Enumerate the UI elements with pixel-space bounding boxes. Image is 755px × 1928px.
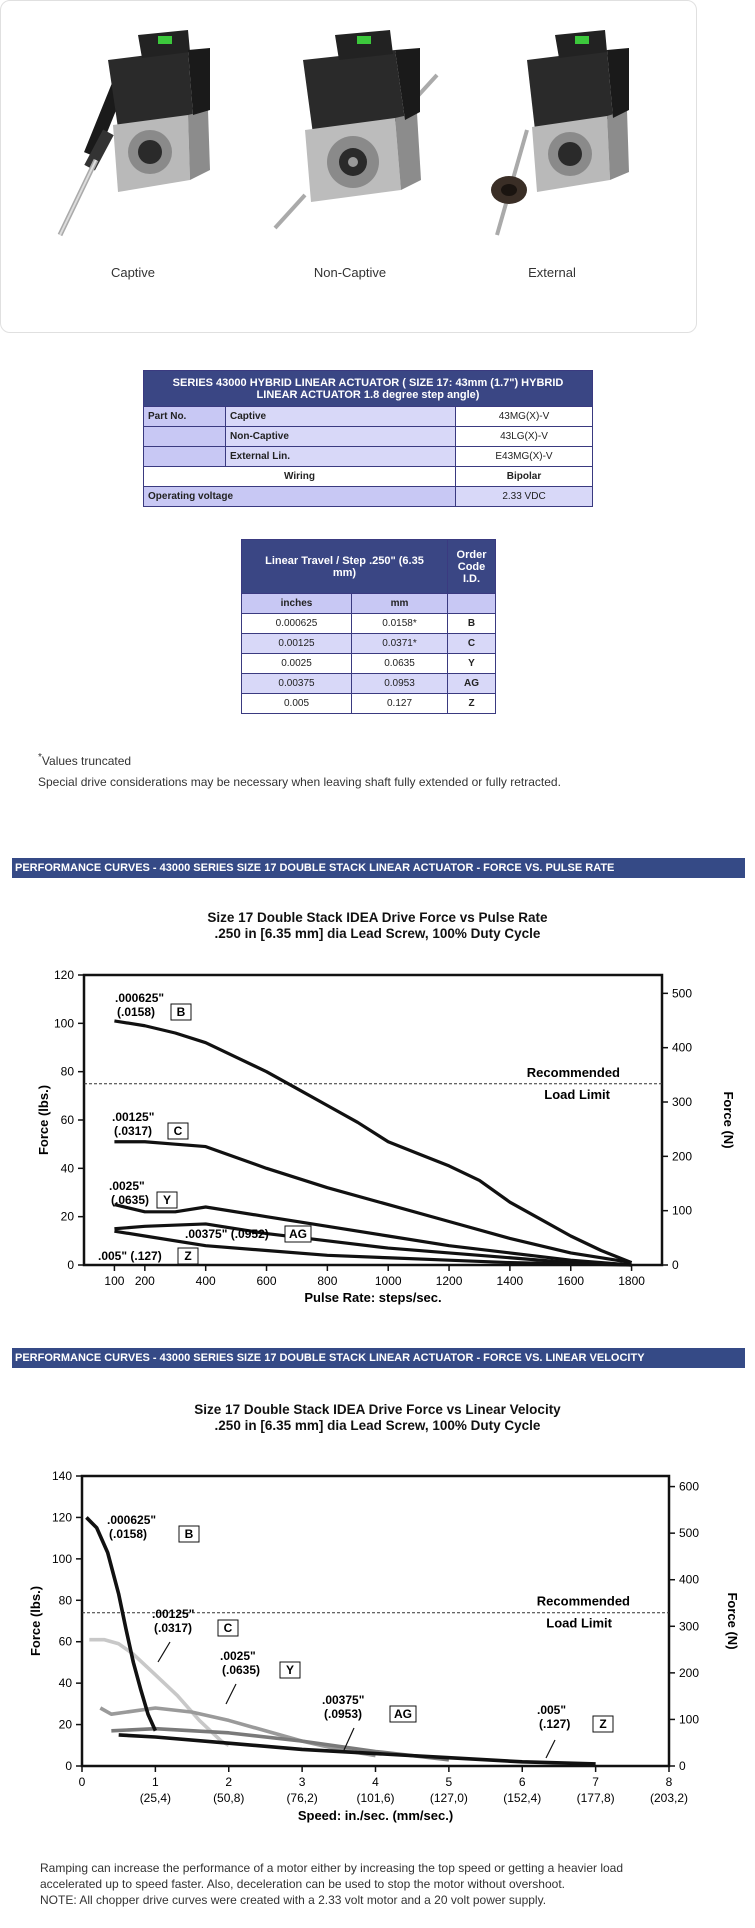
- footer-line-3: NOTE: All chopper drive curves were created with a 2.33 volt motor and a 20 volt power supply.: [40, 1893, 547, 1907]
- wiring-value: Bipolar: [456, 467, 593, 487]
- series-AG-label-mm: (.0953): [324, 1707, 363, 1721]
- x-tick-label: 1400: [496, 1274, 524, 1288]
- x-axis-label: Pulse Rate: steps/sec.: [304, 1290, 442, 1305]
- spec-type-external: External Lin.: [226, 447, 456, 467]
- series-B-label: .000625": [115, 991, 165, 1005]
- travel-mm: 0.0953: [352, 674, 448, 694]
- y-tick-label: 40: [58, 1676, 72, 1691]
- series-line-B: [86, 1517, 155, 1730]
- note-truncated-text: Values truncated: [41, 754, 132, 768]
- col-inches: inches: [242, 594, 352, 614]
- x-tick-label: 7: [592, 1775, 599, 1789]
- travel-mm: 0.0158*: [352, 614, 448, 634]
- spec-part-non-captive: 43LG(X)-V: [456, 427, 593, 447]
- x-tick-label-mm: (101,6): [356, 1791, 395, 1805]
- series-Y-label: .0025": [220, 1649, 256, 1663]
- chart-force-vs-pulse-rate: [0, 960, 755, 1320]
- travel-inches: 0.00375: [242, 674, 352, 694]
- y2-tick-label: 200: [679, 1665, 700, 1680]
- x-tick-label: 4: [372, 1775, 379, 1789]
- y2-axis-label: Force (N): [721, 1091, 736, 1149]
- chart1-title: Size 17 Double Stack IDEA Drive Force vs Pulse Rate: [207, 910, 548, 925]
- y-tick-label: 80: [60, 1064, 74, 1079]
- x-tick-label: 2: [225, 1775, 233, 1789]
- series-Y-label-mm: (.0635): [111, 1193, 150, 1207]
- product-card: [0, 0, 697, 333]
- series-C-label-mm: (.0317): [154, 1621, 193, 1635]
- y2-tick-label: 100: [672, 1203, 693, 1218]
- y2-tick-label: 300: [679, 1619, 700, 1634]
- chart2-subtitle: .250 in [6.35 mm] dia Lead Screw, 100% Duty Cycle: [214, 1418, 541, 1433]
- series-AG-label: .00375": [322, 1693, 365, 1707]
- spec-part-captive: 43MG(X)-V: [456, 407, 593, 427]
- spec-type-captive: Captive: [226, 407, 456, 427]
- y-tick-label: 140: [51, 1469, 72, 1483]
- footer-line-2: accelerated up to speed faster. Also, deceleration can be used to stop the motor without overshoot.: [40, 1877, 565, 1891]
- series-Z-code: Z: [599, 1717, 607, 1731]
- note-special: Special drive considerations may be necessary when leaving shaft fully extended or fully retracted.: [38, 775, 561, 789]
- series-Z-code: Z: [184, 1249, 192, 1263]
- travel-inches: 0.00125: [242, 634, 352, 654]
- y2-tick-label: 0: [679, 1759, 686, 1773]
- y-axis-label: Force (lbs.): [28, 1585, 43, 1657]
- series-B-label-mm: (.0158): [109, 1527, 148, 1541]
- load-limit-label-1: Recommended: [536, 1593, 630, 1609]
- product-label-external: External: [528, 265, 576, 280]
- pointer-C: [158, 1642, 170, 1662]
- series-AG-code: AG: [394, 1707, 412, 1721]
- table-row: [242, 674, 496, 694]
- x-tick-label: 5: [445, 1775, 453, 1789]
- y-tick-label: 100: [53, 1016, 74, 1031]
- series-Y-code: Y: [162, 1193, 172, 1207]
- y2-tick-label: 500: [679, 1526, 700, 1541]
- y-tick-label: 120: [51, 1510, 72, 1525]
- x-tick-label: 1000: [374, 1274, 402, 1288]
- order-code-header: Order Code I.D.: [448, 540, 496, 594]
- x-axis-label: Speed: in./sec. (mm/sec.): [297, 1808, 454, 1823]
- spec-part-external: E43MG(X)-V: [456, 447, 593, 467]
- table-row: [242, 694, 496, 714]
- series-Y-label-mm: (.0635): [222, 1663, 261, 1677]
- travel-mm: 0.127: [352, 694, 448, 714]
- table-row: [242, 654, 496, 674]
- series-C-code: C: [173, 1124, 183, 1138]
- table-row: [242, 614, 496, 634]
- pointer-Z: [546, 1740, 555, 1758]
- x-tick-label-mm: (177,8): [576, 1791, 615, 1805]
- y-tick-label: 20: [60, 1209, 74, 1224]
- load-limit-label-1: Recommended: [526, 1064, 620, 1080]
- series-B-code: B: [184, 1527, 194, 1541]
- x-tick-label: 8: [665, 1775, 673, 1789]
- y2-tick-label: 500: [672, 986, 693, 1001]
- part-no-label: Part No.: [144, 407, 226, 427]
- spec-table-title: SERIES 43000 HYBRID LINEAR ACTUATOR ( SIZE 17: 43mm (1.7") HYBRID LINEAR ACTUATOR 1.8 degree step angle): [144, 371, 593, 407]
- asterisk: *: [38, 752, 42, 763]
- x-tick-label: 200: [134, 1274, 155, 1288]
- series-Z-label-mm: (.127): [539, 1717, 571, 1731]
- x-tick-label-mm: (203,2): [649, 1791, 689, 1805]
- non-captive-actuator-image: [255, 30, 445, 260]
- series-AG-code: AG: [289, 1227, 307, 1241]
- order-code: AG: [448, 674, 496, 694]
- order-code: Y: [448, 654, 496, 674]
- travel-mm: 0.0371*: [352, 634, 448, 654]
- series-B-label-mm: (.0158): [117, 1005, 156, 1019]
- y-tick-label: 60: [58, 1634, 72, 1649]
- order-code: C: [448, 634, 496, 654]
- x-tick-label: 1200: [435, 1274, 463, 1288]
- y-tick-label: 0: [65, 1759, 72, 1773]
- x-tick-label: 0: [78, 1775, 86, 1789]
- y2-tick-label: 200: [672, 1149, 693, 1164]
- note-truncated: [38, 752, 131, 768]
- series-Y-code: Y: [285, 1663, 295, 1677]
- x-tick-label: 1: [152, 1775, 159, 1789]
- load-limit-label-2: Load Limit: [546, 1615, 612, 1631]
- chart-force-vs-linear-velocity: [0, 1460, 755, 1840]
- series-C-label: .00125": [112, 1110, 155, 1124]
- voltage-value: 2.33 VDC: [456, 487, 593, 507]
- series-Y-label: .0025": [109, 1179, 145, 1193]
- travel-table-header: Linear Travel / Step .250" (6.35 mm): [242, 540, 448, 594]
- y-tick-label: 120: [53, 968, 74, 982]
- banner-linear-velocity: PERFORMANCE CURVES - 43000 SERIES SIZE 17 DOUBLE STACK LINEAR ACTUATOR - FORCE VS. LINEAR VELOCITY: [12, 1348, 745, 1368]
- chart2-title: Size 17 Double Stack IDEA Drive Force vs Linear Velocity: [194, 1402, 561, 1417]
- table-row: [242, 634, 496, 654]
- y-tick-label: 40: [60, 1161, 74, 1176]
- series-B-label: .000625": [107, 1513, 157, 1527]
- x-tick-label: 800: [317, 1274, 338, 1288]
- order-code: B: [448, 614, 496, 634]
- x-tick-label-mm: (152,4): [503, 1791, 542, 1805]
- y-tick-label: 80: [58, 1593, 72, 1608]
- y-tick-label: 20: [58, 1717, 72, 1732]
- x-tick-label-mm: (25,4): [139, 1791, 172, 1805]
- series-AG-label: .00375" (.0952): [185, 1227, 269, 1241]
- y2-tick-label: 100: [679, 1712, 700, 1727]
- x-tick-label-mm: (50,8): [213, 1791, 245, 1805]
- y2-tick-label: 300: [672, 1095, 693, 1110]
- captive-actuator-image: [38, 30, 228, 260]
- chart1-subtitle: .250 in [6.35 mm] dia Lead Screw, 100% Duty Cycle: [214, 926, 541, 941]
- y-tick-label: 100: [51, 1551, 72, 1566]
- series-C-label-mm: (.0317): [114, 1124, 153, 1138]
- x-tick-label: 3: [298, 1775, 306, 1789]
- order-code: Z: [448, 694, 496, 714]
- x-tick-label-mm: (127,0): [429, 1791, 468, 1805]
- x-tick-label-mm: (76,2): [286, 1791, 318, 1805]
- travel-inches: 0.005: [242, 694, 352, 714]
- travel-table: [241, 539, 496, 714]
- x-tick-label: 400: [195, 1274, 216, 1288]
- spec-type-non-captive: Non-Captive: [226, 427, 456, 447]
- series-C-label: .00125": [152, 1607, 195, 1621]
- y2-axis-label: Force (N): [725, 1592, 740, 1650]
- series-C-code: C: [223, 1621, 233, 1635]
- series-B-code: B: [176, 1005, 186, 1019]
- voltage-label: Operating voltage: [144, 487, 456, 507]
- banner-pulse-rate: PERFORMANCE CURVES - 43000 SERIES SIZE 17 DOUBLE STACK LINEAR ACTUATOR - FORCE VS. PULSE RATE: [12, 858, 745, 878]
- series-Z-label: .005" (.127): [98, 1249, 162, 1263]
- series-Z-label: .005": [537, 1703, 567, 1717]
- y2-tick-label: 0: [672, 1258, 679, 1272]
- load-limit-label-2: Load Limit: [544, 1086, 610, 1102]
- x-tick-label: 600: [256, 1274, 277, 1288]
- travel-inches: 0.0025: [242, 654, 352, 674]
- spec-table: [143, 370, 593, 507]
- y-tick-label: 60: [60, 1113, 74, 1127]
- y2-tick-label: 400: [679, 1572, 700, 1587]
- y2-tick-label: 400: [672, 1040, 693, 1055]
- y-tick-label: 0: [67, 1258, 74, 1272]
- external-actuator-image: [457, 30, 647, 260]
- travel-inches: 0.000625: [242, 614, 352, 634]
- y2-tick-label: 600: [679, 1479, 700, 1494]
- y-axis-label: Force (lbs.): [36, 1084, 51, 1156]
- product-label-non-captive: Non-Captive: [313, 265, 387, 280]
- product-label-captive: Captive: [110, 265, 156, 280]
- x-tick-label: 6: [518, 1775, 526, 1789]
- wiring-label: Wiring: [144, 467, 456, 487]
- pointer-Y: [226, 1684, 236, 1704]
- footer-line-1: Ramping can increase the performance of a motor either by increasing the top speed or getting a heavier load: [40, 1861, 624, 1875]
- x-tick-label: 1600: [557, 1274, 585, 1288]
- col-mm: mm: [352, 594, 448, 614]
- x-tick-label: 100: [104, 1274, 125, 1288]
- footer-notes: [40, 1860, 740, 1908]
- travel-mm: 0.0635: [352, 654, 448, 674]
- x-tick-label: 1800: [618, 1274, 645, 1288]
